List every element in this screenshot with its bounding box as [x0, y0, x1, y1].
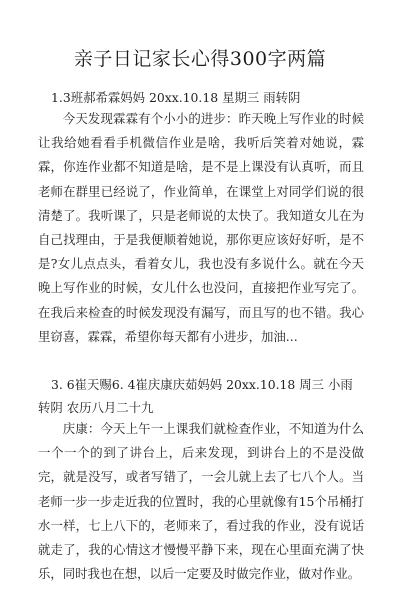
entry2-body: 庆康：今天上午一上课我们就检查作业，不知道为什么一个一个的到了讲台上，后来发现，到讲台上的不是没做完，就是没写，或者写错了，一会儿就上去了七八个人。当老师一步一步走近我的位置时，我的心里就像有15个吊桶打水一样，七上八下的，老师来了，看过我的作业，没有说话就走了，我的心情这才慢慢平静下来，现在心里面充满了快乐，同时我也在想，以后一定要及时做完作业，做对作业。: [38, 421, 364, 582]
entry1-body: 今天发现霖霖有个小小的进步：昨天晚上写作业的时候让我给她看看手机微信作业是啥，我听后笑着对她说，霖霖，你连作业都不知道是啥，是不是上课没有认真听，而且老师在群里已经说了，作业简单，在课堂上对同学们说的很清楚了。我听课了，只是老师说的太快了。我知道女儿在为自己找理由，于是我便顺着她说，那你更应该好好听，是不是?女儿点点头，看着女儿，我也没有多说什么。就在今天晚上写作业的时候，女儿什么也没问，直接把作业写完了。在我后来检查的时候发现没有漏写，而且写的也不错。我心里窃喜，霖霖，希望你每天都有小进步，加油...: [38, 111, 364, 344]
entry2-header-line2: 转阴 农历八月二十九: [38, 400, 154, 415]
entry1-header: 1.3班郝希霖妈妈 20xx.10.18 星期三 雨转阴: [51, 90, 301, 105]
entry2-header-line1: 3. 6崔天赐6. 4崔庆康庆茹妈妈 20xx.10.18 周三 小雨: [51, 377, 353, 392]
document-title: 亲子日记家长心得300字两篇: [73, 48, 327, 70]
